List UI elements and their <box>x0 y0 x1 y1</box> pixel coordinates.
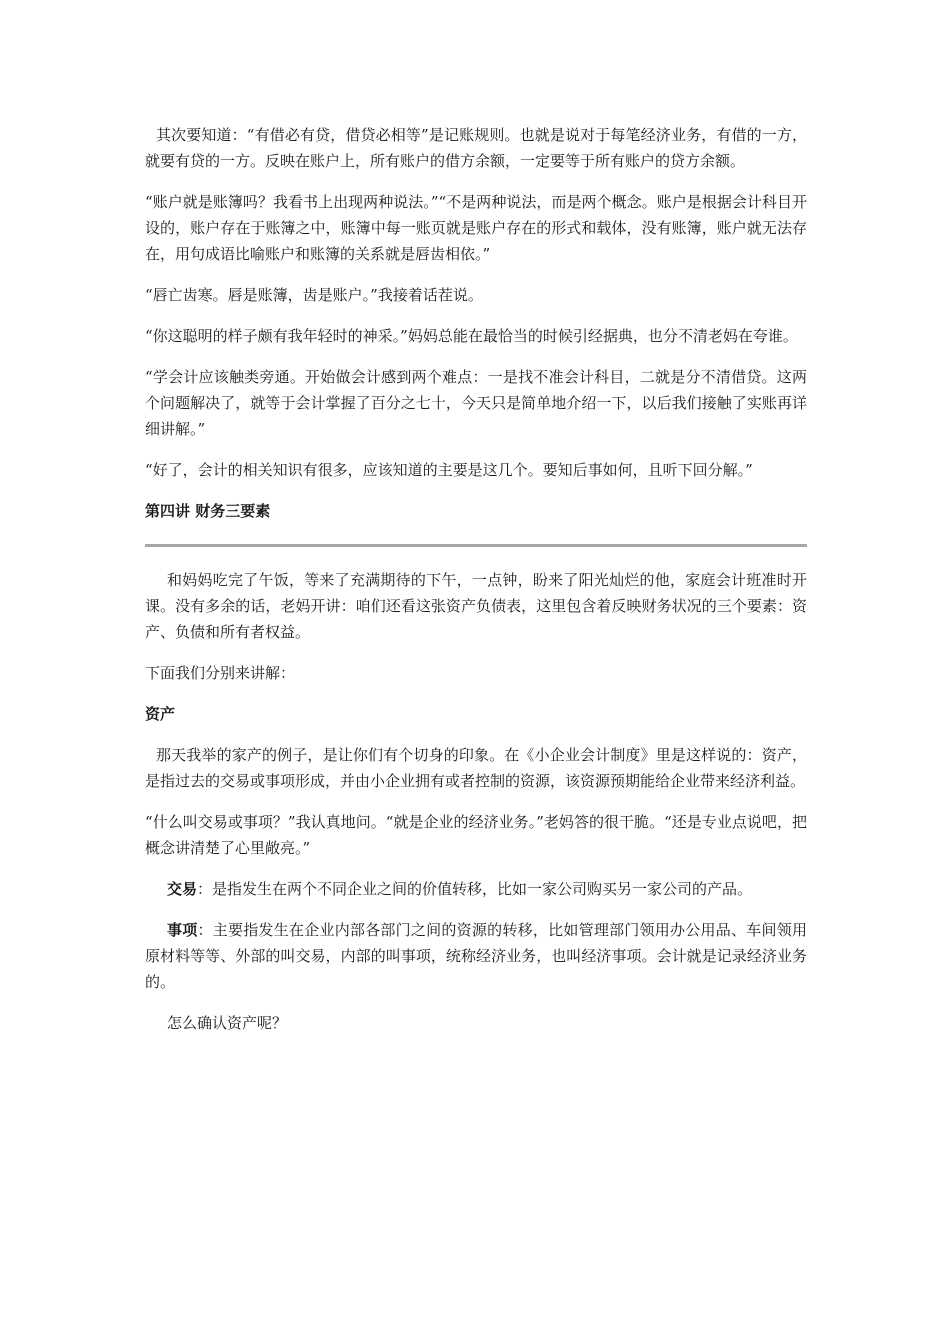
definition-term: 事项 <box>167 921 198 939</box>
paragraph-closing-question: 怎么确认资产呢？ <box>167 1014 288 1032</box>
section-title: 第四讲 财务三要素 <box>145 502 271 520</box>
paragraph-intro: 和妈妈吃完了午饭，等来了充满期待的下午，一点钟，盼来了阳光灿烂的他，家庭会计班准时开课。没有多余的话，老妈开讲：咱们还看这张资产负债表，这里包含着反映财务状况的三个要素：资产、负债和所有者权益。 <box>145 571 807 641</box>
definition-term: 交易 <box>167 880 198 898</box>
paragraph-next-episode: “好了，会计的相关知识有很多，应该知道的主要是这几个。要知后事如何，且听下回分解。” <box>145 461 753 479</box>
paragraph-two-difficulties: “学会计应该触类旁通。开始做会计感到两个难点：一是找不准会计科目，二就是分不清借贷。这两个问题解决了，就等于会计掌握了百分之七十，今天只是简单地介绍一下，以后我们接触了实账再详细讲解。” <box>145 368 807 438</box>
definition-separator: ： <box>197 921 213 939</box>
paragraph-debit-credit-rule: 其次要知道：“有借必有贷，借贷必相等”是记账规则。也就是说对于每笔经济业务，有借的一方，就要有贷的一方。反映在账户上，所有账户的借方余额，一定要等于所有账户的贷方余额。 <box>145 126 807 170</box>
definition-transaction <box>145 876 807 902</box>
paragraph-asset-definition: 那天我举的家产的例子，是让你们有个切身的印象。在《小企业会计制度》里是这样说的：资产，是指过去的交易或事项形成，并由小企业拥有或者控制的资源，该资源预期能给企业带来经济利益。 <box>145 746 807 790</box>
paragraph-lead-in: 下面我们分别来讲解： <box>145 664 296 682</box>
definition-separator: ： <box>197 880 213 898</box>
definition-text: 是指发生在两个不同企业之间的价值转移，比如一家公司购买另一家公司的产品。 <box>212 880 753 898</box>
subsection-title-assets: 资产 <box>145 705 176 723</box>
paragraph-lips-teeth: “唇亡齿寒。唇是账簿，齿是账户。”我接着话茬说。 <box>145 286 483 304</box>
document-page <box>145 122 807 1051</box>
definition-event <box>145 917 807 995</box>
paragraph-transaction-question: “什么叫交易或事项？”我认真地问。“就是企业的经济业务。”老妈答的很干脆。“还是专业点说吧，把概念讲清楚了心里敞亮。” <box>145 813 807 857</box>
definition-text: 主要指发生在企业内部各部门之间的资源的转移，比如管理部门领用办公用品、车间领用原材料等等、外部的叫交易，内部的叫事项，统称经济业务，也叫经济事项。会计就是记录经济业务的。 <box>145 921 807 991</box>
paragraph-mother-praise: “你这聪明的样子颇有我年轻时的神采。”妈妈总能在最恰当的时候引经据典，也分不清老妈在夸谁。 <box>145 327 798 345</box>
section-divider <box>145 544 807 547</box>
paragraph-account-vs-ledger: “账户就是账簿吗？我看书上出现两种说法。”“不是两种说法，而是两个概念。账户是根据会计科目开设的，账户存在于账簿之中，账簿中每一账页就是账户存在的形式和载体，没有账簿，账户就无法存在，用句成语比喻账户和账簿的关系就是唇齿相依。” <box>145 193 807 263</box>
